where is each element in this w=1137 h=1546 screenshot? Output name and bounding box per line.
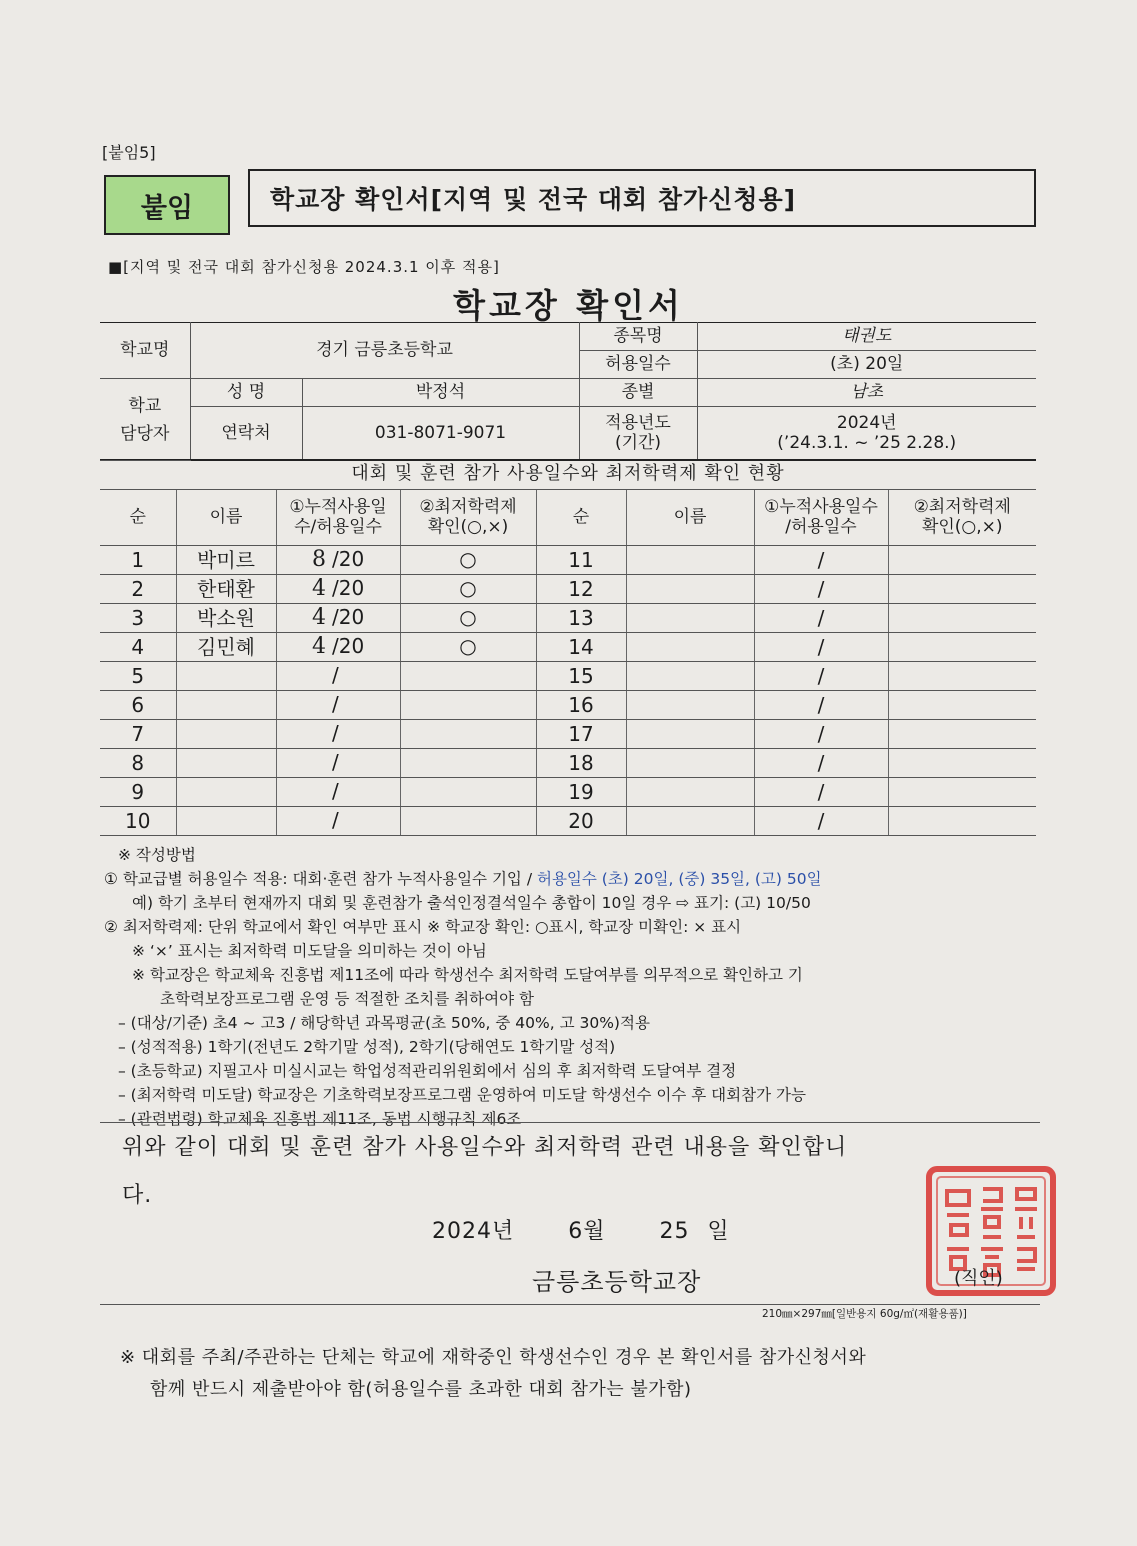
usage-table [100,459,1036,836]
days-used [276,749,400,778]
student-name [176,720,276,749]
days-used-value: 4 [312,605,326,631]
check-mark: ○ [459,605,477,630]
row-number: 18 [536,749,626,778]
student-name [626,575,754,604]
row-number: 5 [100,662,176,691]
student-name: 박미르 [176,546,276,575]
confirmation-line1: 위와 같이 대회 및 훈련 참가 사용일수와 최저학력 관련 내용을 확인합니 [122,1135,848,1160]
detail-4: – (최저학력 미도달) 학교장은 기초학력보장프로그램 운영하여 미도달 학생선수 이수 후 대회참가 가능 [118,1086,806,1104]
student-name [176,778,276,807]
row-number: 4 [100,633,176,662]
manager-label: 학교 담당자 [100,379,190,461]
manager-contact-label: 연락처 [190,407,302,461]
col-header-days-right [754,490,888,546]
manager-name-value: 박정석 [302,379,579,407]
student-name: 김민혜 [176,633,276,662]
form-subtitle: ■[지역 및 전국 대회 참가신청용 2024.3.1 이후 적용] [108,258,500,276]
event-label: 종목명 [579,323,697,351]
row-number: 16 [536,691,626,720]
days-used [276,604,400,633]
year-label [579,407,697,461]
min-academic-check [888,633,1036,662]
student-name [626,778,754,807]
student-name [626,633,754,662]
min-academic-check [400,546,536,575]
attachment-number: [붙임5] [102,143,156,162]
days-used [276,807,400,836]
student-name [626,546,754,575]
year-value-line1: 2024년 [836,412,897,433]
days-used: / [754,720,888,749]
min-academic-check [400,807,536,836]
note-2: ② 최저학력제: 단위 학교에서 확인 여부만 표시 ※ 학교장 확인: ○표시, 학교장 미확인: × 표시 [104,918,742,936]
usage-table-title: 대회 및 훈련 참가 사용일수와 최저학력제 확인 현황 [100,460,1036,490]
divider [100,1122,1040,1123]
min-academic-check [888,749,1036,778]
days-used: / [754,546,888,575]
detail-5: – (관련법령) 학교체육 진흥법 제11조, 동법 시행규칙 제6조 [118,1110,522,1128]
paper-size-note: 210㎜×297㎜[일반용지 60g/㎡(재활용품)] [762,1308,967,1320]
row-number: 14 [536,633,626,662]
row-number: 2 [100,575,176,604]
table-row [100,662,1036,691]
col-header-days-line2: 수/허용일수 [294,516,382,537]
student-name: 박소원 [176,604,276,633]
year-label-line1: 적용년도 [605,412,671,433]
days-allowed-value: / [332,663,339,688]
min-academic-check [400,662,536,691]
check-mark: ○ [459,547,477,572]
days-used [276,778,400,807]
days-used-value: 8 [312,547,326,573]
days-used: / [754,662,888,691]
student-name [626,749,754,778]
days-used: / [754,575,888,604]
row-number: 1 [100,546,176,575]
student-name [626,691,754,720]
col-header-check [400,490,536,546]
student-name [626,720,754,749]
check-mark: ○ [459,634,477,659]
days-used: / [754,633,888,662]
table-row [100,575,1036,604]
min-academic-check [888,662,1036,691]
min-academic-check [888,807,1036,836]
min-academic-check [888,546,1036,575]
school-info-table [100,322,1036,461]
min-academic-check [888,720,1036,749]
row-number: 19 [536,778,626,807]
min-academic-check [400,575,536,604]
attachment-badge: 붙임 [104,175,230,235]
row-number: 10 [100,807,176,836]
student-name [626,662,754,691]
table-row [100,633,1036,662]
min-academic-check [888,691,1036,720]
event-value: 태권도 [697,323,1036,351]
student-name [626,604,754,633]
student-name [176,807,276,836]
min-academic-check [888,778,1036,807]
days-allowed-value: /20 [332,605,365,630]
row-number: 6 [100,691,176,720]
note-1-highlight: 허용일수 (초) 20일, (중) 35일, (고) 50일 [536,870,822,888]
col-header-check-right-line2: 확인(○,×) [921,516,1003,537]
principal-title: 금릉초등학교장 [532,1268,702,1296]
student-name: 한태환 [176,575,276,604]
min-academic-check [400,749,536,778]
confirmation-date: 2024년 6월 25 일 [432,1219,730,1244]
footnote-line1: ※ 대회를 주최/주관하는 단체는 학교에 재학중인 학생선수인 경우 본 확인서를 참가신청서와 [120,1347,867,1368]
days-allowed-value: / [332,779,339,804]
days-used-value: 4 [312,634,326,660]
col-header-days-right-line1: ①누적사용일수 [764,496,878,517]
days-used [276,575,400,604]
row-number: 3 [100,604,176,633]
col-header-check-line1: ②최저학력제 [419,496,517,517]
row-number: 15 [536,662,626,691]
row-number: 13 [536,604,626,633]
instructions [104,843,1044,1131]
detail-1: – (대상/기준) 초4 ~ 고3 / 해당학년 과목평균(초 50%, 중 40%, 고 30%)적용 [118,1014,650,1032]
year-value [697,407,1036,461]
days-used: / [754,749,888,778]
min-academic-check [400,778,536,807]
min-academic-check [400,720,536,749]
table-row [100,749,1036,778]
days-used [276,691,400,720]
col-header-days-line1: ①누적사용일 [289,496,387,517]
note-2b-line2: 초학력보장프로그램 운영 등 적절한 조치를 취하여야 함 [160,990,534,1008]
year-value-line2: (’24.3.1. ~ ’25 2.28.) [777,432,957,453]
min-academic-check [888,604,1036,633]
days-used: / [754,691,888,720]
col-header-name-right: 이름 [626,490,754,546]
category-value: 남초 [697,379,1036,407]
days-used [276,546,400,575]
note-1-text: ① 학교급별 허용일수 적용: 대회·훈련 참가 누적사용일수 기입 / [104,870,537,888]
table-row [100,807,1036,836]
col-header-no-right: 순 [536,490,626,546]
days-used: / [754,778,888,807]
table-row [100,778,1036,807]
manager-name-label: 성 명 [190,379,302,407]
school-name-value: 경기 금릉초등학교 [190,323,579,379]
year-label-line2: (기간) [614,432,662,453]
days-allowed-value: /20 [332,634,365,659]
days-used [276,720,400,749]
student-name [176,691,276,720]
allowed-days-label: 허용일수 [579,351,697,379]
note-1-example: 예) 학기 초부터 현재까지 대회 및 훈련참가 출석인정결석일수 총합이 10일 경우 ⇨ 표기: (고) 10/50 [132,894,811,912]
col-header-days [276,490,400,546]
min-academic-check [400,691,536,720]
row-number: 11 [536,546,626,575]
manager-contact-value: 031-8071-9071 [302,407,579,461]
days-used [276,662,400,691]
check-mark: ○ [459,576,477,601]
min-academic-check [400,604,536,633]
document-header-title: 학교장 확인서[지역 및 전국 대회 참가신청용] [248,169,1036,227]
days-allowed-value: / [332,721,339,746]
student-name [176,749,276,778]
col-header-no: 순 [100,490,176,546]
days-used [276,633,400,662]
col-header-check-right [888,490,1036,546]
student-name [176,662,276,691]
confirmation-line2: 다. [122,1183,153,1208]
student-name [626,807,754,836]
days-allowed-value: /20 [332,576,365,601]
category-label: 종별 [579,379,697,407]
row-number: 12 [536,575,626,604]
seal-mark: (직인) [954,1268,1003,1289]
min-academic-check [400,633,536,662]
table-row [100,720,1036,749]
col-header-check-right-line1: ②최저학력제 [913,496,1011,517]
row-number: 17 [536,720,626,749]
days-allowed-value: / [332,692,339,717]
footnote [120,1342,1040,1406]
form-main-title: 학교장 확인서 [453,286,684,325]
confirmation-statement [122,1124,1042,1220]
detail-2: – (성적적용) 1학기(전년도 2학기말 성적), 2학기(당해연도 1학기말 성적) [118,1038,616,1056]
note-1 [104,867,1044,891]
note-2a: ※ ‘×’ 표시는 최저학력 미도달을 의미하는 것이 아님 [132,942,487,960]
col-header-name: 이름 [176,490,276,546]
notes-heading: ※ 작성방법 [118,846,196,864]
days-allowed-value: / [332,750,339,775]
table-row [100,546,1036,575]
days-allowed-value: /20 [332,547,365,572]
footnote-line2: 함께 반드시 제출받아야 함(허용일수를 초과한 대회 참가는 불가함) [150,1379,692,1400]
days-used-value: 4 [312,576,326,602]
table-row [100,604,1036,633]
school-name-label: 학교명 [100,323,190,379]
row-number: 20 [536,807,626,836]
allowed-days-value: (초) 20일 [697,351,1036,379]
col-header-check-line2: 확인(○,×) [427,516,509,537]
days-used: / [754,604,888,633]
min-academic-check [888,575,1036,604]
col-header-days-right-line2: /허용일수 [785,516,857,537]
divider [100,1304,1040,1305]
detail-3: – (초등학교) 지필고사 미실시교는 학업성적관리위원회에서 심의 후 최저학력 도달여부 결정 [118,1062,737,1080]
note-2b-line1: ※ 학교장은 학교체육 진흥법 제11조에 따라 학생선수 최저학력 도달여부를 의무적으로 확인하고 기 [132,966,803,984]
table-row [100,691,1036,720]
days-allowed-value: / [332,808,339,833]
row-number: 8 [100,749,176,778]
days-used: / [754,807,888,836]
row-number: 9 [100,778,176,807]
row-number: 7 [100,720,176,749]
